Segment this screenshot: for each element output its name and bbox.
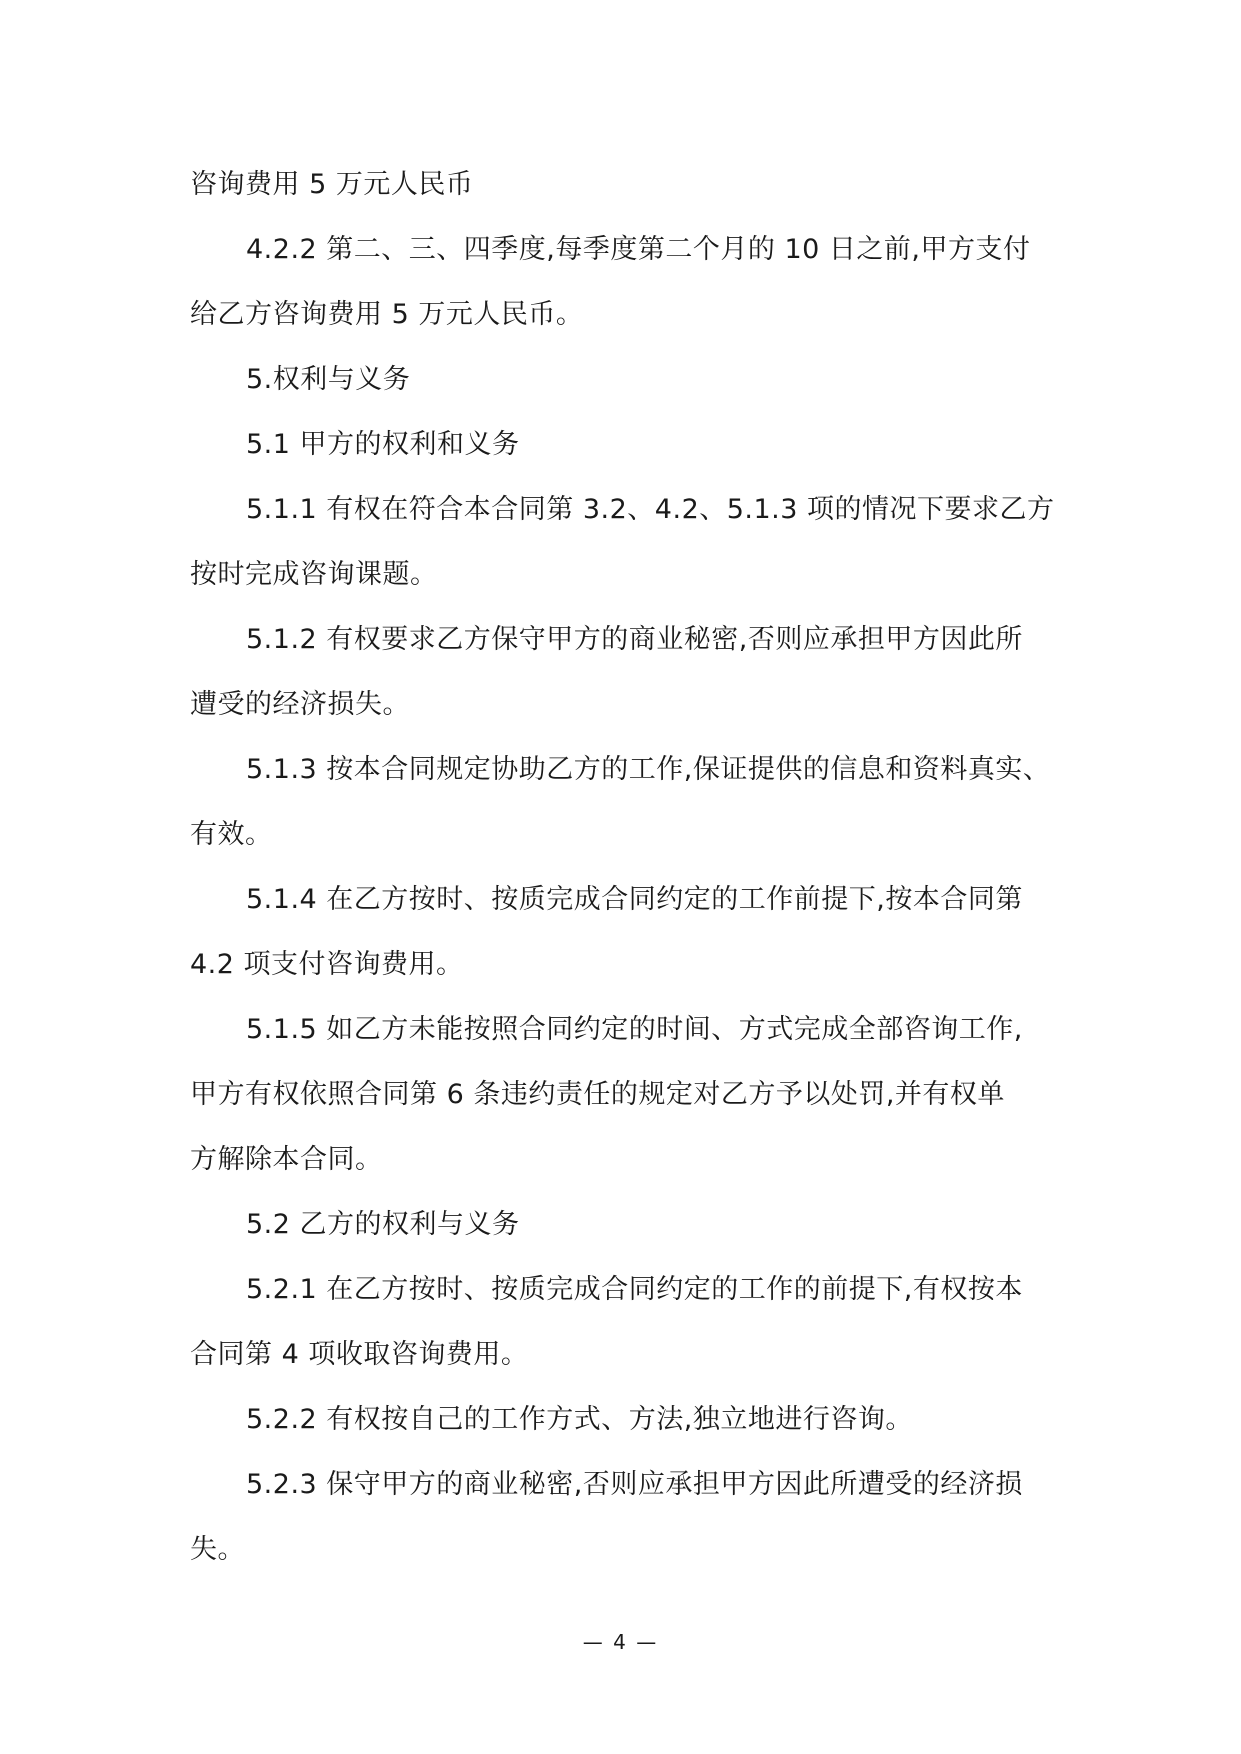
- text-line: 咨询费用 5 万元人民币: [190, 169, 474, 200]
- text-line: 4.2.2 第二、三、四季度,每季度第二个月的 10 日之前,甲方支付: [246, 234, 1031, 265]
- text-line: 5.1.5 如乙方未能按照合同约定的时间、方式完成全部咨询工作,: [246, 1014, 1023, 1045]
- subsection-heading: 5.1 甲方的权利和义务: [246, 429, 520, 460]
- text-line: 给乙方咨询费用 5 万元人民币。: [190, 299, 584, 330]
- section-heading: 5.权利与义务: [246, 364, 411, 395]
- text-line: 按时完成咨询课题。: [190, 559, 438, 590]
- page-number: — 4 —: [582, 1630, 659, 1654]
- text-line: 5.1.3 按本合同规定协助乙方的工作,保证提供的信息和资料真实、: [246, 754, 1051, 785]
- text-line: 5.2.3 保守甲方的商业秘密,否则应承担甲方因此所遭受的经济损: [246, 1469, 1023, 1500]
- subsection-heading: 5.2 乙方的权利与义务: [246, 1209, 520, 1240]
- text-line: 4.2 项支付咨询费用。: [190, 949, 464, 980]
- text-line: 5.2.2 有权按自己的工作方式、方法,独立地进行咨询。: [246, 1404, 913, 1435]
- text-line: 方解除本合同。: [190, 1144, 383, 1175]
- text-line: 失。: [190, 1534, 245, 1565]
- text-line: 5.1.2 有权要求乙方保守甲方的商业秘密,否则应承担甲方因此所: [246, 624, 1023, 655]
- document-body: [190, 152, 1060, 1582]
- text-line: 5.1.1 有权在符合本合同第 3.2、4.2、5.1.3 项的情况下要求乙方: [246, 494, 1055, 525]
- text-line: 甲方有权依照合同第 6 条违约责任的规定对乙方予以处罚,并有权单: [190, 1079, 1005, 1110]
- text-line: 有效。: [190, 819, 273, 850]
- text-line: 合同第 4 项收取咨询费用。: [190, 1339, 529, 1370]
- text-line: 遭受的经济损失。: [190, 689, 410, 720]
- text-line: 5.2.1 在乙方按时、按质完成合同约定的工作的前提下,有权按本: [246, 1274, 1023, 1305]
- text-line: 5.1.4 在乙方按时、按质完成合同约定的工作前提下,按本合同第: [246, 884, 1023, 915]
